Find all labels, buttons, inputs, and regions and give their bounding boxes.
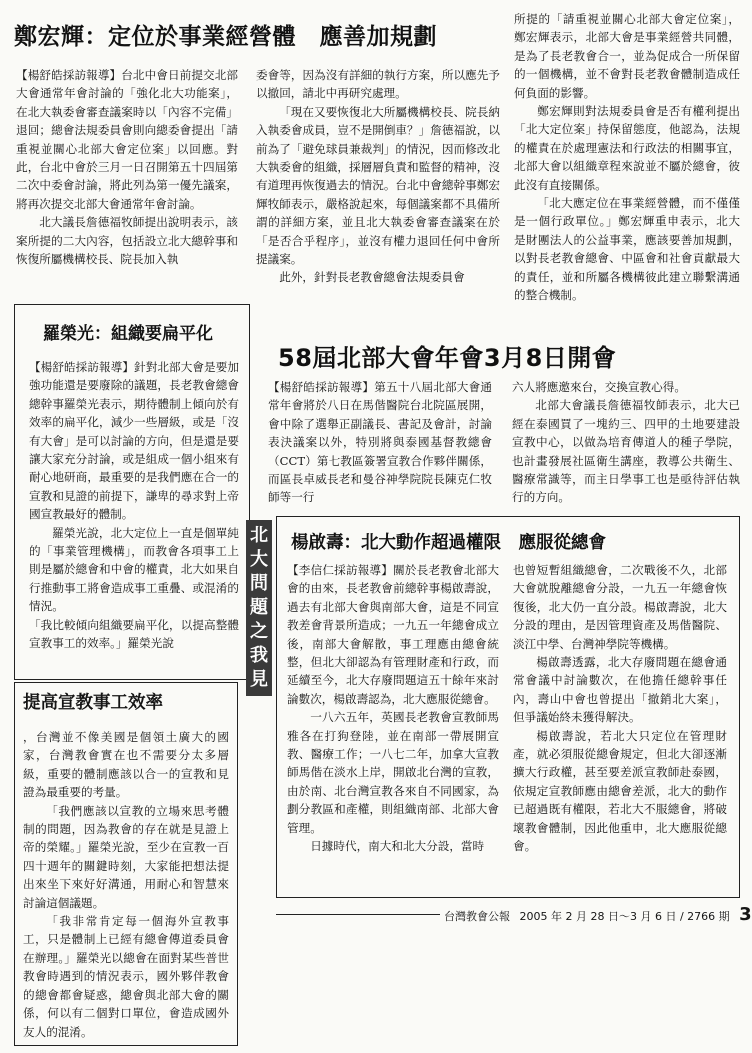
article1-col2a-text: 委會等，因為沒有詳細的執行方案，所以應先予以撤回，請北中再研究處理。 [256,68,500,101]
article3-column-1 [268,378,492,507]
article4-column-1 [287,561,499,856]
article1-col1b-text: 北大議長詹德福牧師提出說明表示，該案所提的二大內容，包括設立北大總幹事和恢復所屬機構校長、院長加入執 [16,215,238,267]
article3-title: 58屆北部大會年會3月8日開會 [278,344,617,372]
article1-title: 鄭宏輝：定位於事業經營體 應善加規劃 [14,24,437,50]
article2-p2: 羅榮光說，北大定位上一直是個單純的「事業管理機構」，而教會各項事工上則是屬於總會和中會的權責，北大如果自行推動事工將會造成事工重疊、或混淆的情況。 [29,525,239,614]
article2-box [14,304,250,680]
article2b-subhead: 提高宣教事工效率 [23,693,163,713]
article4-col2b: 楊啟壽透露，北大存廢問題在總會通常會議中討論數次，在他擔任總幹事任內，壽山中會也曾提出「撤銷北大案」，但爭議始終未獲得解決。 [513,655,727,725]
article4-column-2 [513,561,727,856]
article2b-p2: 「我們應該以宣教的立場來思考體制的問題，因為教會的存在就是見證上帝的榮耀。」羅榮光說，至少在宣教一百四十週年的關鍵時刻，大家能把想法提出來坐下來好好溝通，用耐心和智慧來討論這個議題。 [23,803,229,910]
article3-title-box [278,338,738,373]
column-tag [246,520,272,696]
article2b-p3: 「我非常肯定每一個海外宣教事工，只是體制上已經有總會傳道委員會在辦理。」羅榮光以總會在面對某些普世教會時遇到的情況表示，國外夥伴教會的總會都會疑惑，總會與北部大會的關係，何以有二個對口單位，會造成國外友人的混淆。 [23,914,229,1039]
article4-box [276,516,740,898]
article3-col1-text: 【楊舒皓採訪報導】第五十八屆北部大會通常年會將於八日在馬偕醫院台北院區展開，會中除了選舉正副議長、書記及會計，討論表決議案以外，特別將與泰國基督教總會（CCT）第七教區簽署宣教合作夥伴關係，而區長卓威長老和曼谷神學院院長陳克仁牧師等一行 [268,380,492,505]
article1-column-3 [514,10,740,305]
article4-title: 楊啟壽：北大動作超過權限 應服從總會 [291,533,606,553]
footer-rule [276,914,440,915]
article4-col1b: 一八六五年，英國長老教會宣教師馬雅各在打狗登陸，並在南部一帶展開宣教、醫療工作；一八七二年，加拿大宣教師馬偕在淡水上岸，開啟北台灣的宣教，由於南、北台灣宣教各來自不同國家，為劃分教區和產權，則組織南部、北部大會管理。 [287,710,499,835]
article1-col3c-text: 「北大應定位在事業經營體，而不僅僅是一個行政單位。」鄭宏輝重申表示，北大是財團法人的公益事業，應該要善加規劃，以對長老教會總會、中區會和社會貢獻最大的責任，並和所屬各機構彼此建立聯繫溝通的整合機制。 [514,196,740,303]
article1-column-2 [256,66,500,287]
article4-col1a: 【李信仁採訪報導】關於長老教會北部大會的由來，長老教會前總幹事楊啟壽說，過去有北部大會與南部大會，這是不同宣教差會背景所造成；一九五一年總會成立後，南部大會解散，事工理應由總會統整，但北大卻認為有管理財產和行政，而延續至今，北大存廢問題這五十餘年來討論數次，楊啟壽認為，北大應服從總會。 [287,563,499,706]
article1-column-1 [16,66,238,268]
article1-col3a-text: 所提的「請重視並關心北部大會定位案」，鄭宏輝表示，北部大會是事業經營共同體，是為了長老教會合一，並為促成合一所保留的一個機構，並不會對長老教會體制造成任何負面的影響。 [514,12,740,100]
article1-col1-text: 【楊舒皓採訪報導】台北中會日前提交北部大會通常年會討論的「強化北大功能案」，在北大執委會審查議案時以「內容不完備」退回；總會法規委員會則向總委會提出「請重視並關心北部大會定位案」以回應。對此，台北中會於三月一日召開第五十四屆第二次中委會討論，將此列為第一優先議案，將再次提交北部大會通常年會討論。 [16,68,238,211]
article2b-box [14,682,238,1046]
article2-p3: 「我比較傾向組織要扁平化，以提高整體宣教事工的效率。」羅榮光說 [29,617,239,651]
article3-column-2 [512,378,740,507]
column-tag-text: 北大問題之我見 [250,525,268,690]
article4-col2a: 也曾短暫組織總會，二次戰後不久，北部大會就脫離總會分設，一九五一年總會恢復後，北大仍一直分設。楊啟壽說，北大分設的理由，是因管理資產及馬偕醫院、淡江中學、台灣神學院等機構。 [513,563,727,651]
article2-p1: 【楊舒皓採訪報導】針對北部大會是要加強功能還是要廢除的議題，長老教會總會總幹事羅榮光表示，期待體制上傾向於有效率的扁平化，減少一些層級，或是「沒有大會」是可以討論的方向，但是還是要讓大家充分討論，或是組成一個小組來有耐心地研商，最重要的是我們應在合一的宣教和見證的前提下，謙卑的尋求對上帝國宣教最好的體制。 [29,360,239,522]
footer-paper: 台灣教會公報 [444,910,510,923]
footer [444,904,752,925]
article1-title-box [14,18,506,51]
article3-col2b-text: 北部大會議長詹德福牧師表示，北大已經在泰國買了一塊約三、四甲的土地要建設宣教中心，以做為培育傳道人的種子學院，也計畫發展社區衛生講座，教導公共衛生、醫療常識等，而主日學事工也是亟待評估執行的方向。 [512,398,740,505]
article1-col3b-text: 鄭宏輝則對法規委員會是否有權利提出「北大定位案」持保留態度，他認為，法規的權責在於處理憲法和行政法的相關事宜，北部大會以組織章程來說並不屬於總會，彼此沒有直接關係。 [514,104,740,192]
article1-col2c-text: 此外，針對長老教會總會法規委員會 [279,270,465,285]
footer-page-number: 3 [739,904,752,925]
article3-col2-text: 六人將應邀來台，交換宣教心得。 [512,380,686,394]
article1-col2b-text: 「現在又要恢復北大所屬機構校長、院長納入執委會成員，豈不是開倒車？」詹德福說，以前為了「避免球員兼裁判」的情況，因而修改北大執委會的組織，採層層負責和監督的精神，沒有道理再恢復過去的情況。台北中會總幹事鄭宏輝牧師表示，嚴格說起來，每個議案都不具備所謂的詳細方案，並且北大執委會審查議案在於「是否合乎程序」，並沒有權力退回任何中會所提議案。 [256,104,500,267]
article2-title: 羅榮光：組織要扁平化 [43,324,213,344]
article2b-p1: ，台灣並不像美國是個領土廣大的國家，台灣教會實在也不需要分太多層級，重要的體制應該以合一的宣教和見證為最重要的考量。 [23,730,229,800]
article4-col1c: 日據時代，南大和北大分設，當時 [310,839,485,854]
article4-col2c: 楊啟壽說，若北大只定位在管理財產，就必須服從總會規定，但北大卻逐漸擴大行政權，甚至要差派宣教師赴泰國，依規定宣教師應由總會差派，北大的動作已超過既有權限，若北大不服總會，將破壞教會體制，因此他重申，北大應服從總會。 [513,728,727,854]
footer-date: 2005 年 2 月 28 日～3 月 6 日 / 2766 期 [519,910,730,923]
